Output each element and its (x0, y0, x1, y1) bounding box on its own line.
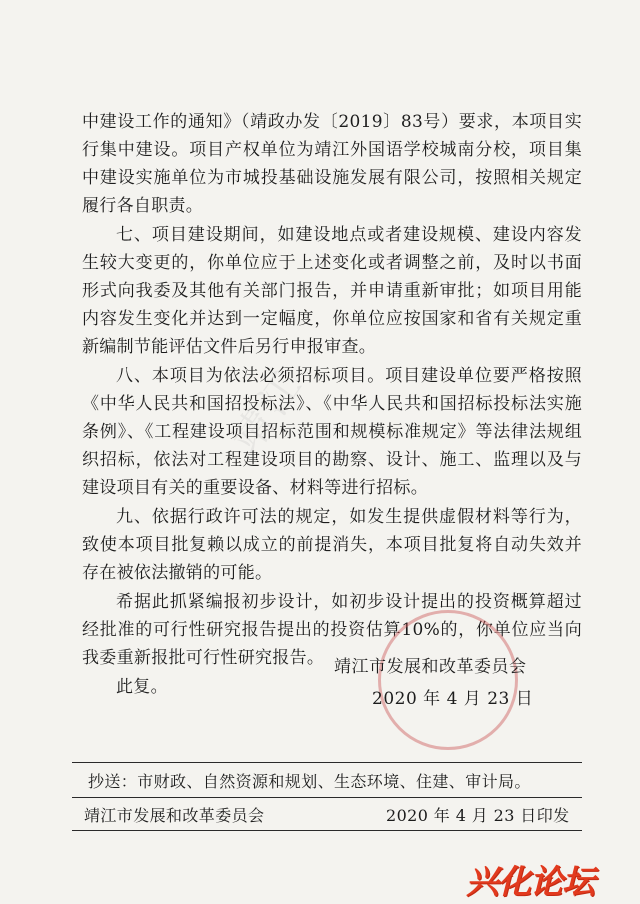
divider-bottom (72, 830, 582, 831)
signature-organization: 靖江市发展和改革委员会 (334, 657, 527, 677)
paragraph-item-8: 八、本项目为依法必须招标项目。项目建设单位要严格按照《中华人民共和国招投标法》、《中华人民共和国招标投标法实施条例》、《工程建设项目招标范围和规模标准规定》等法律法规组织招标，依法对工程建设项目的勘察、设计、施工、监理以及与建设项目有关的重要设备、材料等进行招标。 (82, 366, 582, 498)
official-seal (378, 610, 518, 750)
paragraph-closing: 希据此抓紧编报初步设计，如初步设计提出的投资概算超过经批准的可行性研究报告提出的投资估算10%的，你单位应当向我委重新报批可行性研究报告。 (82, 592, 582, 668)
paragraph-item-9: 九、依据行政许可法的规定，如发生提供虚假材料等行为，致使本项目批复赖以成立的前提消失，本项目批复将自动失效并存在被依法撤销的可能。 (82, 507, 582, 583)
watermark: 靖江 (223, 359, 315, 462)
forum-logo: 兴化论坛 (466, 862, 594, 901)
footer-organization: 靖江市发展和改革委员会 (84, 806, 265, 825)
cc-line: 抄送：市财政、自然资源和规划、生态环境、住建、审计局。 (88, 772, 531, 791)
signature-date: 2020 年 4 月 23 日 (372, 689, 534, 709)
paragraph-continuation: 中建设工作的通知》（靖政办发〔2019〕83号）要求，本项目实行集中建设。项目产权单位为靖江外国语学校城南分校，项目集中建设实施单位为市城投基础设施发展有限公司，按照相关规定履行各自职责。 (82, 112, 582, 216)
divider-middle (72, 797, 582, 798)
footer-print-date: 2020 年 4 月 23 日印发 (386, 806, 570, 825)
document-body (82, 108, 582, 702)
divider-top (72, 762, 582, 763)
paragraph-reply: 此复。 (116, 677, 168, 697)
paragraph-item-7: 七、项目建设期间，如建设地点或者建设规模、建设内容发生较大变更的，你单位应于上述变化或者调整之前，及时以书面形式向我委及其他有关部门报告，并申请重新审批；如项目用能内容发生变化并达到一定幅度，你单位应按国家和省有关规定重新编制节能评估文件后另行申报审查。 (82, 225, 582, 357)
